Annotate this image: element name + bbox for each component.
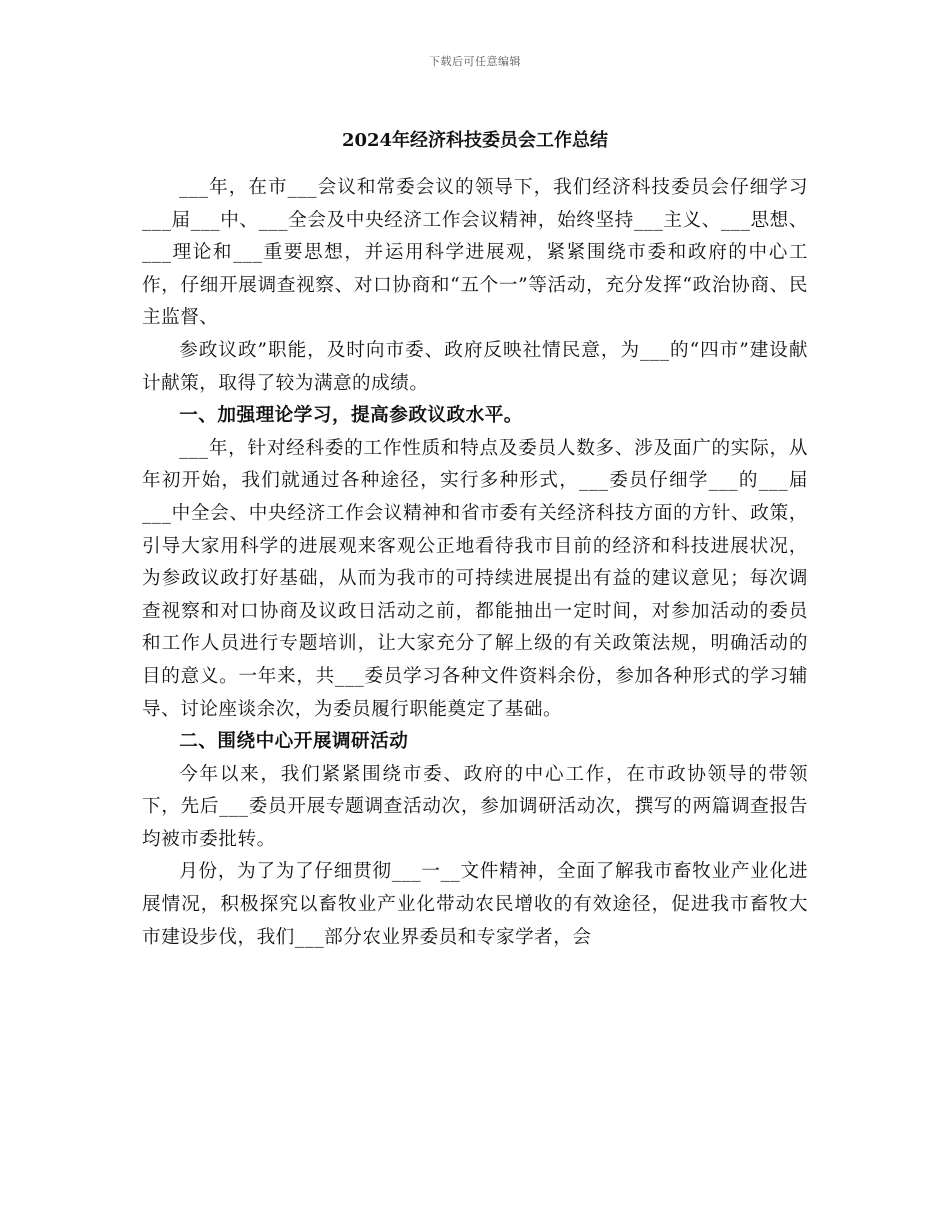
paragraph-section-2-continued: 月份，为了为了仔细贯彻___一__文件精神，全面了解我市畜牧业产业化进展情况，积极探究以畜牧业产业化带动农民增收的有效途径，促进我市畜牧大市建设步伐，我们___部分农业界委员和专家学者，会 <box>142 861 808 948</box>
document-body <box>142 172 808 954</box>
paragraph-intro: ___年，在市___会议和常委会议的领导下，我们经济科技委员会仔细学习___届___中、___全会及中央经济工作会议精神，始终坚持___主义、___思想、___理论和___重要思想，并运用科学进展观，紧紧围绕市委和政府的中心工作，仔细开展调查视察、对口协商和“五个一”等活动，充分发挥“政治协商、民主监督、 <box>142 177 808 329</box>
paragraph-intro-continued: 参政议政”职能，及时向市委、政府反映社情民意，为___的“四市”建设献计献策，取得了较为满意的成绩。 <box>142 339 808 394</box>
header-watermark: 下载后可任意编辑 <box>429 55 521 68</box>
section-heading-2: 二、围绕中心开展调研活动 <box>179 731 409 753</box>
paragraph-section-2: 今年以来，我们紧紧围绕市委、政府的中心工作，在市政协领导的带领下，先后___委员开展专题调查活动次，参加调研活动次，撰写的两篇调查报告均被市委批转。 <box>142 763 808 850</box>
section-heading-1: 一、加强理论学习，提高参政议政水平。 <box>179 405 523 427</box>
paragraph-section-1: ___年，针对经科委的工作性质和特点及委员人数多、涉及面广的实际，从年初开始，我们就通过各种途径，实行多种形式，___委员仔细学___的___届___中全会、中央经济工作会议精神和省市委有关经济科技方面的方针、政策，引导大家用科学的进展观来客观公正地看待我市目前的经济和科技进展状况，为参政议政打好基础，从而为我市的可持续进展提出有益的建议意见；每次调查视察和对口协商及议政日活动之前，都能抽出一定时间，对参加活动的委员和工作人员进行专题培训，让大家充分了解上级的有关政策法规，明确活动的目的意义。一年来，共___委员学习各种文件资料余份，参加各种形式的学习辅导、讨论座谈余次，为委员履行职能奠定了基础。 <box>142 437 808 720</box>
document-title: 2024年经济科技委员会工作总结 <box>341 130 609 151</box>
